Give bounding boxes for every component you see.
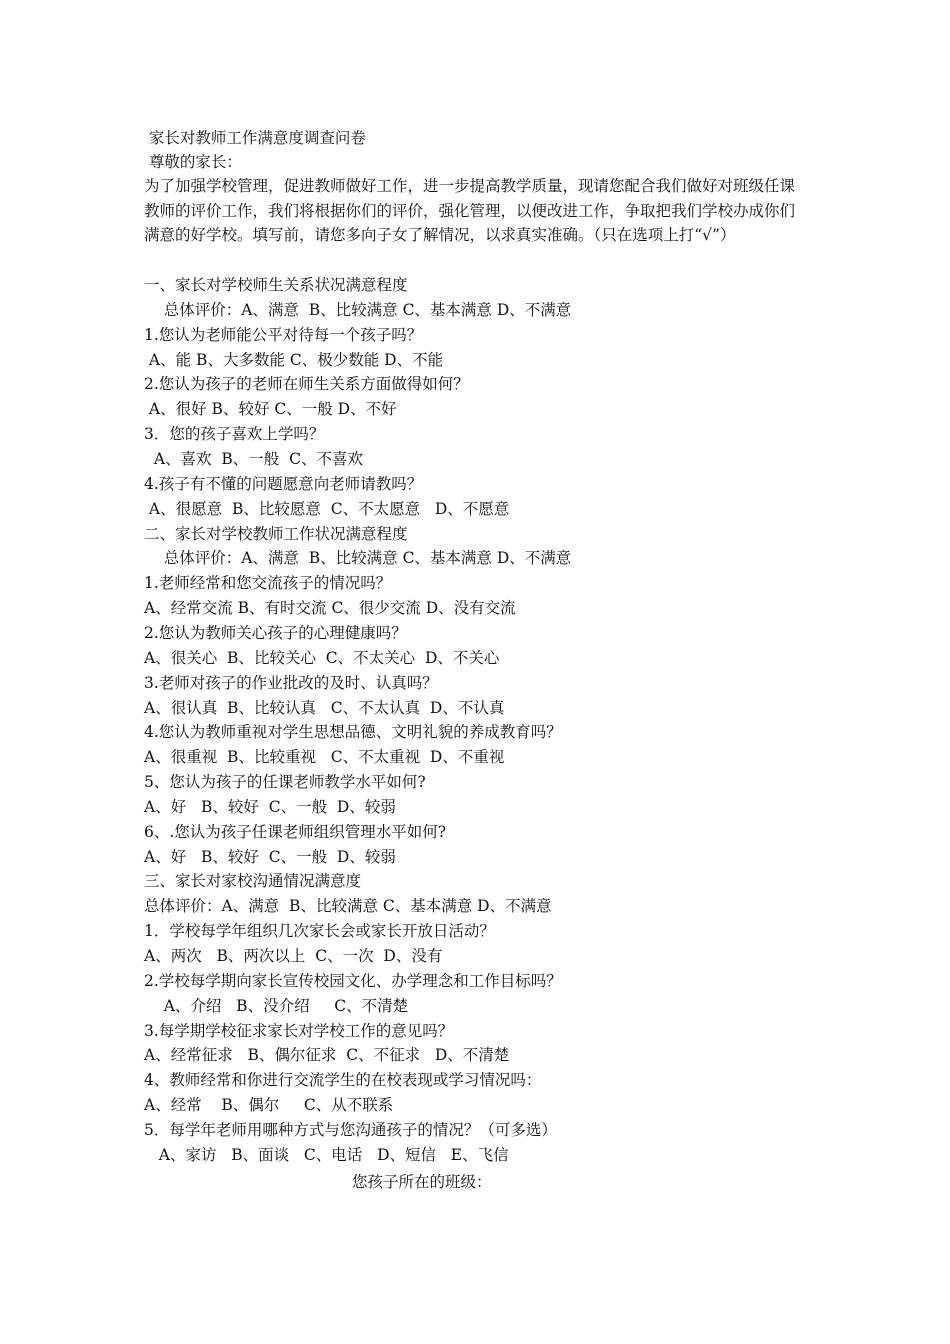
questionnaire-line: A、能 B、大多数能 C、极少数能 D、不能 xyxy=(144,350,444,369)
questionnaire-line: A、好 B、较好 C、一般 D、较弱 xyxy=(144,847,396,866)
questionnaire-line: 4.孩子有不懂的问题愿意向老师请教吗？ xyxy=(144,474,423,493)
questionnaire-line: 二、家长对学校教师工作状况满意程度 xyxy=(144,524,408,543)
questionnaire-line: A、经常 B、偶尔 C、从不联系 xyxy=(144,1096,394,1115)
document-title: 家长对教师工作满意度调查问卷 xyxy=(144,129,366,147)
intro-paragraph: 为了加强学校管理，促进教师做好工作，进一步提高教学质量，现请您配合我们做好对班级任课教师的评价工作，我们将根据你们的评价，强化管理，以便改进工作，争取把我们学校办成你们满意的好学校。填写前，请您多向子女了解情况，以求真实准确。（只在选项上打“√”） xyxy=(144,177,796,245)
questionnaire-line: 4.您认为教师重视对学生思想品德、文明礼貌的养成教育吗？ xyxy=(144,723,562,742)
questionnaire-line: 2.您认为孩子的老师在师生关系方面做得如何？ xyxy=(144,375,469,394)
questionnaire-line: A、经常交流 B、有时交流 C、很少交流 D、没有交流 xyxy=(144,599,516,617)
questionnaire-line: 3.老师对孩子的作业批改的及时、认真吗？ xyxy=(144,673,438,692)
questionnaire-line: 3．您的孩子喜欢上学吗？ xyxy=(144,425,325,444)
questionnaire-line: 2.学校每学期向家长宣传校园文化、办学理念和工作目标吗？ xyxy=(144,971,562,990)
questionnaire-line: A、家访 B、面谈 C、电话 D、短信 E、飞信 xyxy=(144,1145,509,1164)
questionnaire-line: 总体评价：A、满意 B、比较满意 C、基本满意 D、不满意 xyxy=(144,897,552,916)
questionnaire-line: 1．学校每学年组织几次家长会或家长开放日活动？ xyxy=(144,922,495,941)
questionnaire-line: A、介绍 B、没介绍 C、不清楚 xyxy=(144,996,409,1015)
questionnaire-line: 1.老师经常和您交流孩子的情况吗？ xyxy=(144,574,392,593)
questionnaire-line: 三、家长对家校沟通情况满意度 xyxy=(144,872,362,891)
questionnaire-line: A、很认真 B、比较认真 C、不太认真 D、不认真 xyxy=(144,698,505,717)
questionnaire-line: 一、家长对学校师生关系状况满意程度 xyxy=(144,276,408,294)
questionnaire-line: 5、您认为孩子的任课老师教学水平如何? xyxy=(144,773,426,791)
questionnaire-line: 2.您认为教师关心孩子的心理健康吗？ xyxy=(144,623,407,642)
questionnaire-line: 1.您认为老师能公平对待每一个孩子吗？ xyxy=(144,325,423,344)
questionnaire-line: A、很愿意 B、比较愿意 C、不太愿意 D、不愿意 xyxy=(144,499,510,518)
questionnaire-line: 6、.您认为孩子任课老师组织管理水平如何? xyxy=(144,822,447,841)
greeting: 尊敬的家长： xyxy=(144,153,242,171)
class-footer: 您孩子所在的班级： xyxy=(352,1173,492,1191)
questionnaire-line: A、好 B、较好 C、一般 D、较弱 xyxy=(144,797,396,816)
questionnaire-line: 总体评价：A、满意 B、比较满意 C、基本满意 D、不满意 xyxy=(144,300,572,319)
questionnaire-line: A、很重视 B、比较重视 C、不太重视 D、不重视 xyxy=(144,748,505,767)
questionnaire-line: A、很好 B、较好 C、一般 D、不好 xyxy=(144,400,397,419)
questionnaire-line: 3.每学期学校征求家长对学校工作的意见吗？ xyxy=(144,1021,454,1040)
questionnaire-line: 5．每学年老师用哪种方式与您沟通孩子的情况？（可多选） xyxy=(144,1120,557,1139)
questionnaire-line: A、两次 B、两次以上 C、一次 D、没有 xyxy=(144,947,443,965)
questionnaire-line: 总体评价：A、满意 B、比较满意 C、基本满意 D、不满意 xyxy=(144,549,572,568)
questionnaire-line: A、经常征求 B、偶尔征求 C、不征求 D、不清楚 xyxy=(144,1046,510,1065)
questionnaire-line: A、很关心 B、比较关心 C、不太关心 D、不关心 xyxy=(144,648,500,667)
questionnaire-line: 4、教师经常和你进行交流学生的在校表现或学习情况吗： xyxy=(144,1071,542,1090)
questionnaire-line: A、喜欢 B、一般 C、不喜欢 xyxy=(144,450,364,468)
